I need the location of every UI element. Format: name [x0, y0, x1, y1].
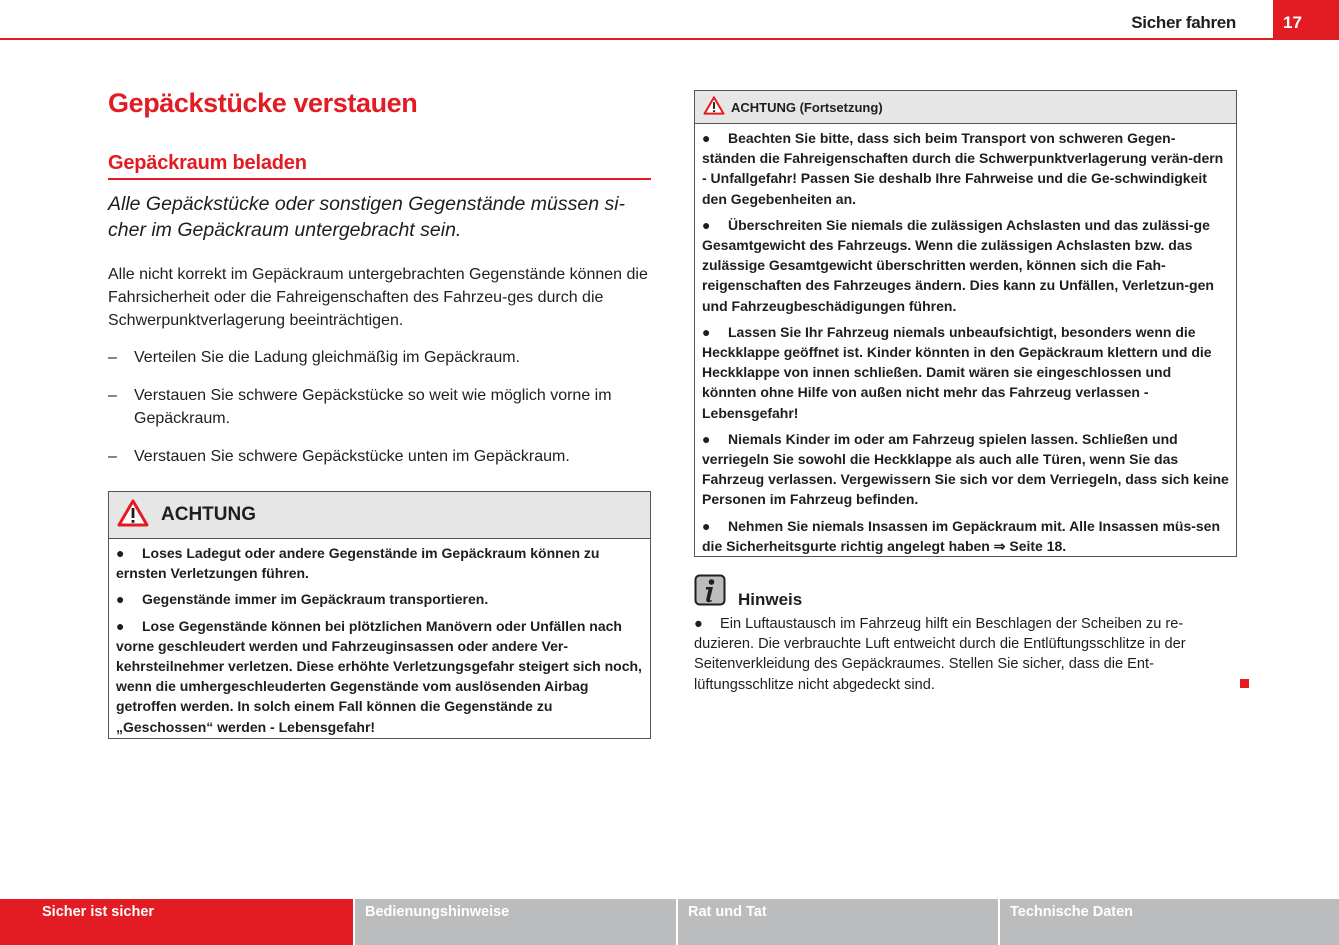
warning-body	[109, 539, 650, 741]
list-item	[108, 445, 651, 468]
list-item	[108, 346, 651, 369]
bullet: ●	[702, 517, 711, 534]
header-rule	[0, 38, 1339, 40]
footer-tab-sicher-ist-sicher[interactable]: Sicher ist sicher	[0, 899, 353, 945]
section-subtitle: Gepäckraum beladen	[108, 152, 307, 174]
warning-continuation-box	[694, 90, 1237, 557]
page-reference-link[interactable]: ⇒ Seite 18.	[993, 537, 1067, 554]
warning-item-text: Nehmen Sie niemals Insassen im Gepäckraum mit. Alle Insassen müs-sen die Sicherheitsgurte richtig angelegt haben	[702, 517, 1221, 554]
note-section	[694, 574, 1239, 695]
footer-tab-bedienungshinweise[interactable]: Bedienungshinweise	[353, 899, 676, 945]
section-end-marker	[1240, 679, 1249, 688]
warning-item	[702, 128, 1229, 209]
subtitle-rule	[108, 178, 651, 180]
warning-header	[109, 492, 650, 539]
list-item-text: Verstauen Sie schwere Gepäckstücke so weit wie möglich vorne im Gepäckraum.	[134, 387, 612, 427]
list-item-text: Verteilen Sie die Ladung gleichmäßig im Gepäckraum.	[134, 349, 520, 366]
warning-item	[702, 215, 1229, 316]
warning-item-text: Lassen Sie Ihr Fahrzeug niemals unbeaufsichtigt, besonders wenn die Heckklappe geöffnet ist. Kinder könnten in den Gepäckraum klettern und die Heckklappe von innen schließen. Damit wären sie eingeschlossen und könnten ohne Hilfe von außen nicht mehr das Fahrzeug verlassen - Lebensgefahr!	[702, 323, 1212, 421]
list-item	[108, 384, 651, 430]
bullet: ●	[116, 617, 125, 634]
intro-text-content: Alle Gepäckstücke oder sonstigen Gegenstände müssen si-cher im Gepäckraum untergebracht sein.	[108, 193, 626, 241]
warning-item	[702, 322, 1229, 423]
bullet: ●	[116, 591, 125, 608]
warning-body	[695, 124, 1236, 560]
bullet: ●	[694, 616, 703, 632]
bullet: ●	[702, 323, 711, 340]
warning-item-text: Gegenstände immer im Gepäckraum transportieren.	[142, 591, 489, 608]
warning-item-text: Beachten Sie bitte, dass sich beim Transport von schweren Gegen-ständen die Fahreigenschaften durch die Schwerpunktverlagerung verän-dern - Unfallgefahr! Passen Sie deshalb Ihre Fahrweise und die Ge-schwindigkeit den Gegebenheiten an.	[702, 130, 1224, 207]
note-title: Hinweis	[738, 590, 803, 609]
warning-title: ACHTUNG (Fortsetzung)	[731, 99, 883, 115]
warning-item	[702, 429, 1229, 510]
page-number: 17	[1283, 13, 1302, 32]
bullet: ●	[702, 430, 711, 447]
warning-item	[702, 516, 1229, 556]
body-paragraph: Alle nicht korrekt im Gepäckraum untergebrachten Gegenstände können die Fahrsicherheit oder die Fahreigenschaften des Fahrzeu-ges durch die Schwerpunktverlagerung beeinträchtigen.	[108, 266, 648, 329]
info-icon	[694, 574, 726, 610]
warning-header	[695, 91, 1236, 124]
dash-marker: –	[108, 387, 117, 404]
warning-triangle-icon	[117, 499, 149, 531]
bullet: ●	[702, 216, 711, 233]
warning-triangle-icon	[703, 96, 725, 119]
warning-box	[108, 491, 651, 739]
note-header	[694, 574, 1239, 610]
footer-tab-rat-und-tat[interactable]: Rat und Tat	[676, 899, 998, 945]
instruction-list	[108, 346, 651, 483]
note-text-content: Ein Luftaustausch im Fahrzeug hilft ein Beschlagen der Scheiben zu re-duzieren. Die verbrauchte Luft entweicht durch die Entlüftungsschlitze in der Seitenverkleidung des Gepäckraumes. Stellen Sie sicher, dass die Ent-lüftungsschlitze nicht abgedeckt sind.	[694, 616, 1186, 693]
bullet: ●	[116, 545, 125, 561]
page-number-box	[1273, 0, 1339, 40]
warning-item	[116, 589, 643, 609]
section-title: Sicher fahren	[1131, 13, 1236, 32]
warning-item	[116, 543, 643, 583]
warning-item-text: Niemals Kinder im oder am Fahrzeug spielen lassen. Schließen und verriegeln Sie sowohl die Heckklappe als auch alle Türen, wenn Sie das Fahrzeug verlassen. Vergewissern Sie sich vor dem Verriegeln, dass sich keine Personen im Fahrzeug befinden.	[702, 430, 1229, 508]
page-title: Gepäckstücke verstauen	[108, 88, 418, 118]
footer-nav	[0, 899, 1339, 945]
warning-item-text: Loses Ladegut oder andere Gegenstände im Gepäckraum können zu ernsten Verletzungen führen.	[116, 545, 600, 582]
bullet: ●	[702, 130, 711, 146]
warning-item-text: Lose Gegenstände können bei plötzlichen Manövern oder Unfällen nach vorne geschleudert werden und Fahrzeuginsassen oder andere Ver-kehrsteilnehmer verletzen. Diese erhöhte Verletzungsgefahr steigert sich noch, wenn die umhergeschleuderten Gegenstände vom auslösenden Airbag getroffen werden. In solch einem Fall können die Gegenstände zu „Geschossen“ werden - Lebensgefahr!	[116, 617, 642, 735]
note-text	[694, 614, 1229, 695]
warning-title: ACHTUNG	[161, 504, 256, 525]
footer-tab-technische-daten[interactable]: Technische Daten	[998, 899, 1339, 945]
dash-marker: –	[108, 349, 117, 366]
warning-item-text: Überschreiten Sie niemals die zulässigen Achslasten und das zulässi-ge Gesamtgewicht des Fahrzeugs. Wenn die zulässigen Achslasten bzw. das zulässige Gesamtgewicht überschritten werden, können sich die Fah-reigenschaften des Fahrzeuges ändern. Dies kann zu Unfällen, Verletzun-gen und Fahrzeugbeschädigungen führen.	[702, 216, 1214, 314]
list-item-text: Verstauen Sie schwere Gepäckstücke unten im Gepäckraum.	[134, 448, 570, 465]
intro-text	[108, 191, 651, 243]
warning-item	[116, 616, 643, 737]
dash-marker: –	[108, 448, 117, 465]
